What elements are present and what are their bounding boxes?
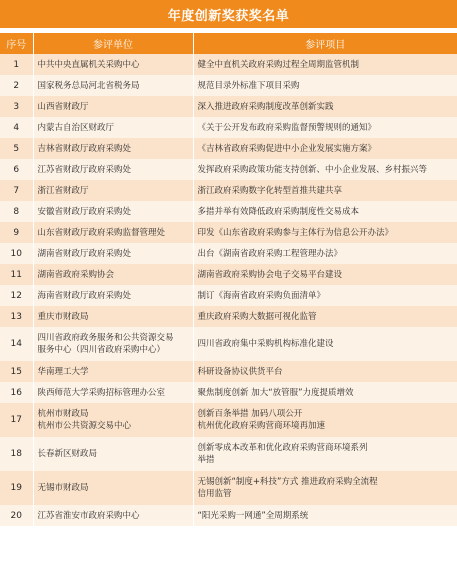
row-number: 2 <box>0 75 33 96</box>
table-row <box>0 382 457 403</box>
unit-cell <box>33 180 193 201</box>
row-number: 5 <box>0 138 33 159</box>
award-table <box>0 33 457 526</box>
table-row <box>0 159 457 180</box>
table-row <box>0 327 457 361</box>
project-name: 出台《湖南省政府采购工程管理办法》 <box>197 248 343 259</box>
unit-name: 浙江省财政厅 <box>37 185 89 196</box>
unit-cell <box>33 264 193 285</box>
project-name: 重庆政府采购大数据可视化监管 <box>197 311 317 322</box>
project-cell <box>193 285 457 306</box>
table-header <box>0 33 457 54</box>
table-row <box>0 306 457 327</box>
unit-cell <box>33 222 193 243</box>
project-cell <box>193 159 457 180</box>
row-number: 15 <box>0 361 33 382</box>
project-cell <box>193 201 457 222</box>
row-number: 8 <box>0 201 33 222</box>
project-cell <box>193 306 457 327</box>
unit-cell <box>33 159 193 180</box>
unit-cell <box>33 306 193 327</box>
project-name: 健全中直机关政府采购过程全周期监管机制 <box>197 59 360 70</box>
project-name: 浙江政府采购数字化转型首推共建共享 <box>197 185 343 196</box>
row-number: 7 <box>0 180 33 201</box>
row-number: 14 <box>0 327 33 361</box>
unit-cell <box>33 243 193 264</box>
project-cell <box>193 138 457 159</box>
unit-cell <box>33 505 193 526</box>
row-number: 16 <box>0 382 33 403</box>
table-row <box>0 201 457 222</box>
project-name: 印发《山东省政府采购参与主体行为信息公开办法》 <box>197 227 394 238</box>
table-row <box>0 222 457 243</box>
table-row <box>0 75 457 96</box>
unit-cell <box>33 403 193 437</box>
column-header-unit: 参评单位 <box>33 33 193 54</box>
unit-name: 国家税务总局河北省税务局 <box>37 80 140 91</box>
unit-name: 中共中央直属机关采购中心 <box>37 59 140 70</box>
project-cell <box>193 327 457 361</box>
unit-name: 无锡市财政局 <box>37 483 89 493</box>
unit-cell <box>33 471 193 505</box>
project-name: 杭州优化政府采购营商环境再加速 <box>197 421 326 431</box>
table-row <box>0 243 457 264</box>
unit-name: 吉林省财政厅政府采购处 <box>37 143 132 154</box>
project-cell <box>193 96 457 117</box>
project-cell <box>193 222 457 243</box>
project-name: 发挥政府采购政策功能支持创新、中小企业发展、乡村振兴等 <box>197 164 428 175</box>
project-cell <box>193 75 457 96</box>
unit-name: 海南省财政厅政府采购处 <box>37 290 132 301</box>
unit-name: 服务中心（四川省政府采购中心） <box>37 345 166 355</box>
unit-cell <box>33 285 193 306</box>
row-number: 11 <box>0 264 33 285</box>
row-number: 4 <box>0 117 33 138</box>
row-number: 6 <box>0 159 33 180</box>
project-name: 四川省政府集中采购机构标准化建设 <box>197 339 334 349</box>
table-row <box>0 96 457 117</box>
project-name: 科研设备协议供货平台 <box>197 366 283 377</box>
row-number: 20 <box>0 505 33 526</box>
unit-name: 江苏省淮安市政府采购中心 <box>37 510 140 521</box>
unit-cell <box>33 382 193 403</box>
table-row <box>0 505 457 526</box>
column-header-project: 参评项目 <box>193 33 457 54</box>
unit-cell <box>33 138 193 159</box>
project-cell <box>193 403 457 437</box>
project-cell <box>193 180 457 201</box>
unit-name: 长春新区财政局 <box>37 449 98 459</box>
row-number: 18 <box>0 437 33 471</box>
project-name: 举措 <box>197 455 215 465</box>
project-name: 深入推进政府采购制度改革创新实践 <box>197 101 334 112</box>
table-row <box>0 471 457 505</box>
unit-cell <box>33 75 193 96</box>
project-cell <box>193 264 457 285</box>
unit-name: 安徽省财政厅政府采购处 <box>37 206 132 217</box>
table-row <box>0 361 457 382</box>
project-cell <box>193 382 457 403</box>
table-row <box>0 180 457 201</box>
unit-name: 重庆市财政局 <box>37 311 89 322</box>
unit-cell <box>33 117 193 138</box>
unit-cell <box>33 361 193 382</box>
project-cell <box>193 54 457 75</box>
unit-name: 湖南省财政厅政府采购处 <box>37 248 132 259</box>
table-row <box>0 437 457 471</box>
project-cell <box>193 505 457 526</box>
project-cell <box>193 471 457 505</box>
project-name: 多措并举有效降低政府采购制度性交易成本 <box>197 206 360 217</box>
unit-cell <box>33 54 193 75</box>
table-row <box>0 403 457 437</box>
unit-name: 华南理工大学 <box>37 366 89 377</box>
project-name: “阳光采购一网通”全周期系统 <box>197 510 309 521</box>
table-row <box>0 285 457 306</box>
table-row <box>0 138 457 159</box>
page-title: 年度创新奖获奖名单 <box>0 0 457 28</box>
project-name: 创新零成本改革和优化政府采购营商环境系列 <box>197 443 368 453</box>
row-number: 10 <box>0 243 33 264</box>
row-number: 17 <box>0 403 33 437</box>
project-name: 聚焦制度创新 加大“放管服”力度提质增效 <box>197 387 354 398</box>
unit-name: 内蒙古自治区财政厅 <box>37 122 115 133</box>
row-number: 3 <box>0 96 33 117</box>
project-cell <box>193 243 457 264</box>
table-row <box>0 264 457 285</box>
project-cell <box>193 117 457 138</box>
unit-name: 杭州市公共资源交易中心 <box>37 421 132 431</box>
unit-cell <box>33 327 193 361</box>
project-cell <box>193 437 457 471</box>
project-cell <box>193 361 457 382</box>
project-name: 信用监管 <box>197 489 232 499</box>
project-name: 规范目录外标准下项目采购 <box>197 80 300 91</box>
row-number: 9 <box>0 222 33 243</box>
project-name: 创新百条举措 加码八项公开 <box>197 409 303 419</box>
unit-name: 四川省政府政务服务和公共资源交易 <box>37 333 174 343</box>
unit-cell <box>33 201 193 222</box>
table-row <box>0 54 457 75</box>
row-number: 1 <box>0 54 33 75</box>
column-header-number: 序号 <box>0 33 33 54</box>
unit-name: 江苏省财政厅政府采购处 <box>37 164 132 175</box>
unit-name: 杭州市财政局 <box>37 409 89 419</box>
unit-name: 陕西师范大学采购招标管理办公室 <box>37 387 166 398</box>
project-name: 制订《海南省政府采购负面清单》 <box>197 290 326 301</box>
unit-cell <box>33 96 193 117</box>
unit-name: 山东省财政厅政府采购监督管理处 <box>37 227 166 238</box>
row-number: 19 <box>0 471 33 505</box>
row-number: 13 <box>0 306 33 327</box>
unit-cell <box>33 437 193 471</box>
table-row <box>0 117 457 138</box>
unit-name: 湖南省政府采购协会 <box>37 269 115 280</box>
project-name: 《关于公开发布政府采购监督预警规则的通知》 <box>197 122 377 133</box>
header-row <box>0 33 457 54</box>
project-name: 湖南省政府采购协会电子交易平台建设 <box>197 269 343 280</box>
row-number: 12 <box>0 285 33 306</box>
table-body <box>0 54 457 526</box>
unit-name: 山西省财政厅 <box>37 101 89 112</box>
project-name: 《吉林省政府采购促进中小企业发展实施方案》 <box>197 143 377 154</box>
project-name: 无锡创新“制度+科技”方式 推进政府采购全流程 <box>197 477 378 487</box>
